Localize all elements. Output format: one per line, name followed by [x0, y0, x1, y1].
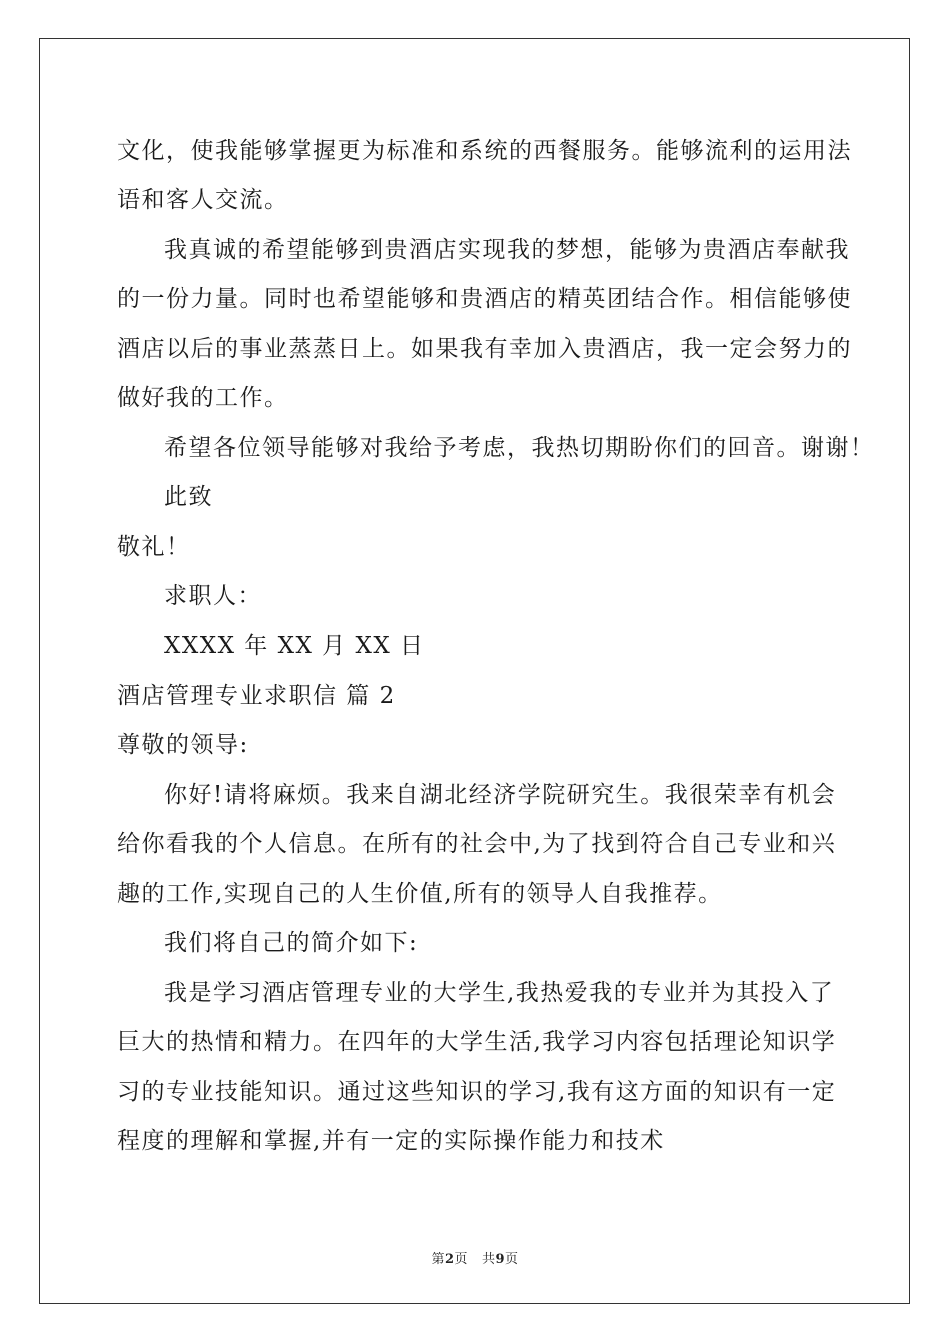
date-line: XXXX 年 XX 月 XX 日 [164, 633, 425, 659]
text-line: 趣的工作,实现自己的人生价值,所有的领导人自我推荐。 [117, 881, 723, 907]
text-line: 程度的理解和掌握,并有一定的实际操作能力和技术 [117, 1128, 665, 1154]
total-suffix: 页 [505, 1252, 519, 1267]
page-suffix: 页 [454, 1252, 469, 1267]
page-footer [0, 1248, 950, 1267]
text-line: 给你看我的个人信息。在所有的社会中,为了找到符合自己专业和兴 [117, 831, 837, 857]
text-line: 文化，使我能够掌握更为标准和系统的西餐服务。能够流利的运用法 [117, 138, 852, 164]
text-line: 我是学习酒店管理专业的大学生,我热爱我的专业并为其投入了 [164, 980, 835, 1006]
text-line: 的一份力量。同时也希望能够和贵酒店的精英团结合作。相信能够使 [117, 286, 852, 312]
text-line: 做好我的工作。 [117, 385, 289, 411]
page-prefix: 第 [431, 1252, 445, 1267]
text-line: 希望各位领导能够对我给予考虑，我热切期盼你们的回音。谢谢！ [164, 435, 875, 461]
salutation: 尊敬的领导: [117, 732, 249, 758]
text-line: 巨大的热情和精力。在四年的大学生活,我学习内容包括理论知识学 [117, 1029, 837, 1055]
total-pages: 9 [495, 1252, 506, 1267]
section-heading: 酒店管理专业求职信 篇 2 [117, 683, 396, 709]
text-line: 我们将自己的简介如下: [164, 930, 419, 956]
page-number: 2 [444, 1252, 455, 1267]
text-line: 你好!请将麻烦。我来自湖北经济学院研究生。我很荣幸有机会 [164, 782, 837, 808]
text-line: 酒店以后的事业蒸蒸日上。如果我有幸加入贵酒店，我一定会努力的 [117, 336, 852, 362]
text-line: 语和客人交流。 [117, 187, 289, 213]
text-line: 我真诚的希望能够到贵酒店实现我的梦想，能够为贵酒店奉献我 [164, 237, 850, 263]
text-line: 敬礼！ [117, 534, 191, 560]
total-prefix: 共 [481, 1252, 496, 1267]
text-line: 此致 [164, 484, 213, 510]
text-line: 习的专业技能知识。通过这些知识的学习,我有这方面的知识有一定 [117, 1079, 837, 1105]
page-frame [39, 38, 910, 1304]
text-line: 求职人： [164, 583, 262, 609]
